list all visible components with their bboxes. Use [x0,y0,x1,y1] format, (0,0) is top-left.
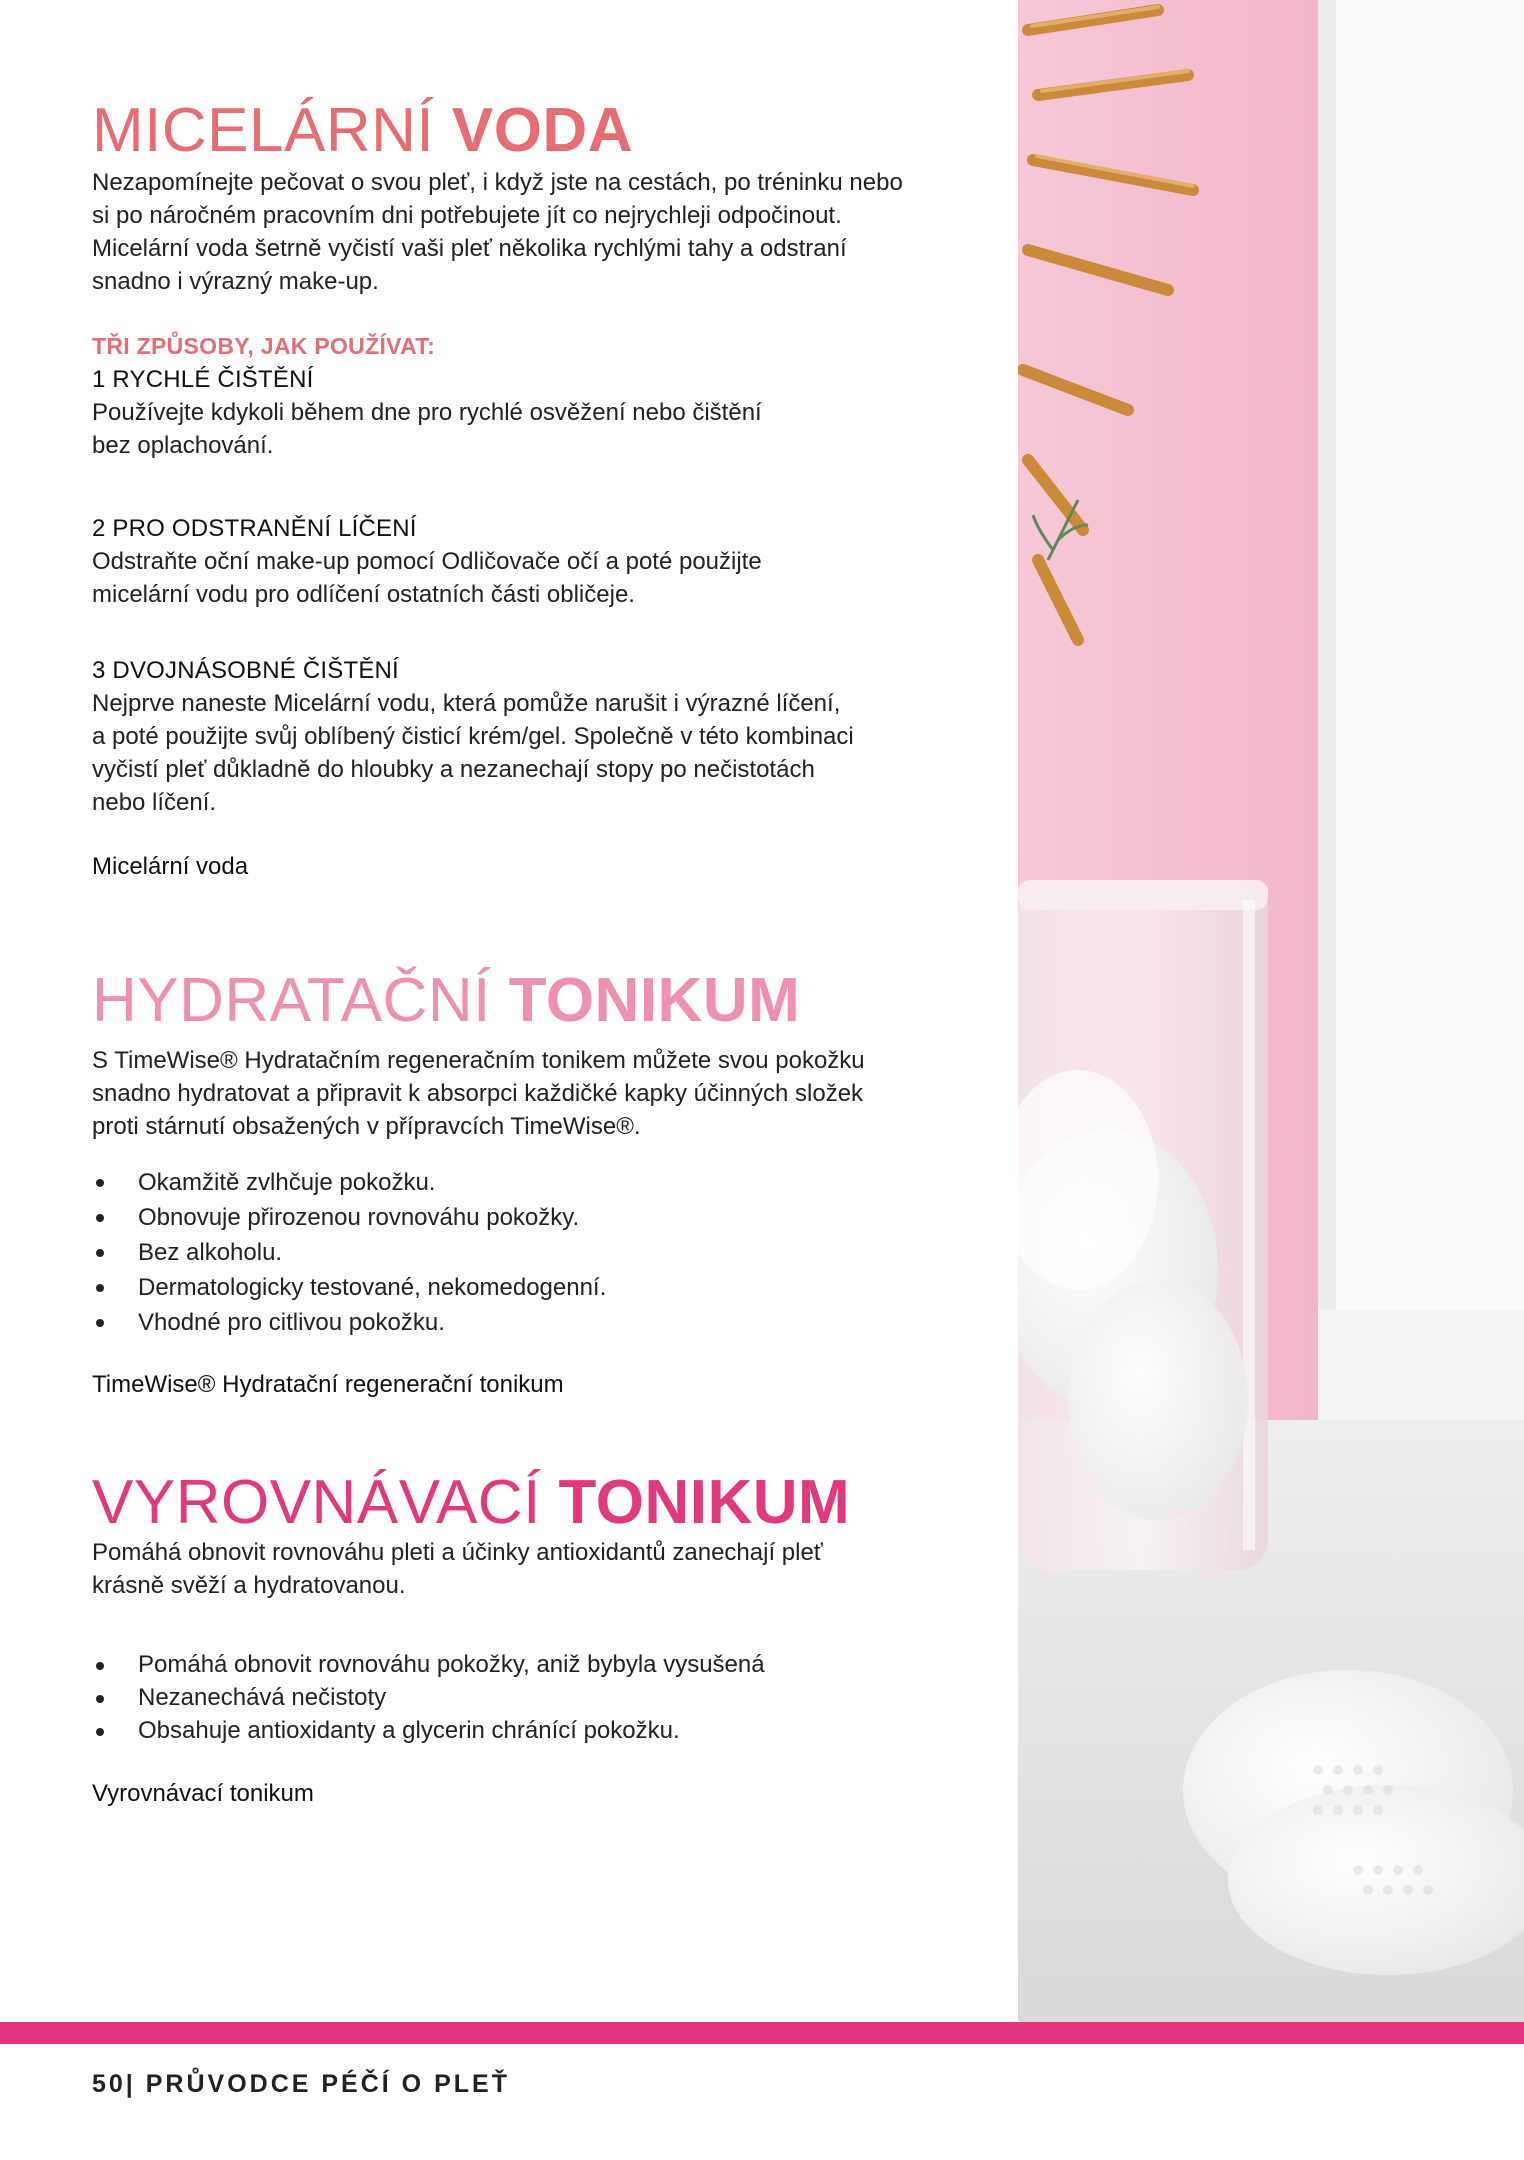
list-item [92,1714,765,1747]
list-item [92,1681,765,1714]
hydrating-intro [92,1044,865,1143]
hydrating-title-bold: TONIKUM [508,966,801,1035]
micellar-intro [92,166,903,298]
micellar-intro-line: si po náročném pracovním dni potřebujete jít co nejrychleji odpočinout. [92,202,842,229]
bullet-dot [96,1728,104,1736]
hydrating-title [92,966,801,1035]
step-3-line: a poté použijte svůj oblíbený čisticí krém/gel. Společně v této kombinaci [92,723,854,750]
list-item-text: Dermatologicky testované, nekomedogenní. [138,1274,607,1301]
step-3-heading: 3 DVOJNÁSOBNÉ ČIŠTĚNÍ [92,657,399,684]
bullet-dot [96,1695,104,1703]
list-item-text: Okamžitě zvlhčuje pokožku. [138,1169,436,1196]
hydrating-title-light: HYDRATAČNÍ [92,966,509,1035]
step-3-line: vyčistí pleť důkladně do hloubky a nezanechají stopy po nečistotách [92,756,815,783]
step-1-text [92,396,762,462]
micellar-intro-line: Micelární voda šetrně vyčistí vaši pleť několika rychlými tahy a odstraní [92,235,847,262]
ways-heading: TŘI ZPŮSOBY, JAK POUŽÍVAT: [92,333,436,359]
balancing-title [92,1468,851,1537]
list-item-text: Nezanechává nečistoty [138,1684,387,1711]
list-item-text: Obnovuje přirozenou rovnováhu pokožky. [138,1204,580,1231]
bullet-dot [96,1319,104,1327]
list-item-text: Obsahuje antioxidanty a glycerin chránící pokožku. [138,1717,680,1744]
micellar-title [92,96,633,165]
footer-accent-bar [0,2022,1524,2044]
step-1-line: Používejte kdykoli během dne pro rychlé osvěžení nebo čištění [92,399,762,426]
list-item-text: Vhodné pro citlivou pokožku. [138,1309,445,1336]
bullet-dot [96,1249,104,1257]
step-3-text [92,687,854,819]
bullet-dot [96,1214,104,1222]
bullet-dot [96,1284,104,1292]
balancing-intro [92,1536,823,1602]
step-1-heading: 1 RYCHLÉ ČIŠTĚNÍ [92,366,314,393]
micellar-product-name: Micelární voda [92,853,249,880]
step-3-line: Nejprve naneste Micelární vodu, která pomůže narušit i výrazné líčení, [92,690,841,717]
balancing-title-bold: TONIKUM [558,1468,851,1537]
hydrating-intro-line: snadno hydratovat a připravit k absorpci každičké kapky účinných složek [92,1080,864,1107]
hydrating-intro-line: S TimeWise® Hydratačním regeneračním tonikem můžete svou pokožku [92,1047,865,1074]
list-item [92,1305,606,1340]
micellar-intro-line: snadno i výrazný make-up. [92,268,379,295]
list-item [92,1165,606,1200]
balancing-benefits-list [92,1648,765,1747]
bullet-dot [96,1662,104,1670]
hydrating-benefits-list [92,1165,606,1340]
list-item [92,1235,606,1270]
decorative-photo [1018,0,1524,2022]
list-item [92,1200,606,1235]
footer-page-label: 50| PRŮVODCE PÉČÍ O PLEŤ [92,2070,510,2098]
step-2-text [92,545,762,611]
hydrating-intro-line: proti stárnutí obsažených v přípravcích TimeWise®. [92,1113,641,1140]
list-item-text: Pomáhá obnovit rovnováhu pokožky, aniž bybyla vysušená [138,1651,765,1678]
step-1-line: bez oplachování. [92,432,274,459]
balancing-product-name: Vyrovnávací tonikum [92,1780,314,1807]
balancing-intro-line: krásně svěží a hydratovanou. [92,1572,406,1599]
balancing-intro-line: Pomáhá obnovit rovnováhu pleti a účinky antioxidantů zanechají pleť [92,1539,823,1566]
micellar-title-bold: VODA [451,96,633,165]
list-item-text: Bez alkoholu. [138,1239,283,1266]
step-3-line: nebo líčení. [92,789,217,816]
micellar-intro-line: Nezapomínejte pečovat o svou pleť, i když jste na cestách, po tréninku nebo [92,169,903,196]
step-2-line: Odstraňte oční make-up pomocí Odličovače očí a poté použijte [92,548,762,575]
step-2-heading: 2 PRO ODSTRANĚNÍ LÍČENÍ [92,515,417,542]
hydrating-product-name: TimeWise® Hydratační regenerační tonikum [92,1371,564,1398]
list-item [92,1648,765,1681]
step-2-line: micelární vodu pro odlíčení ostatních části obličeje. [92,581,635,608]
list-item [92,1270,606,1305]
balancing-title-light: VYROVNÁVACÍ [92,1468,559,1537]
micellar-title-light: MICELÁRNÍ [92,96,452,165]
bullet-dot [96,1179,104,1187]
